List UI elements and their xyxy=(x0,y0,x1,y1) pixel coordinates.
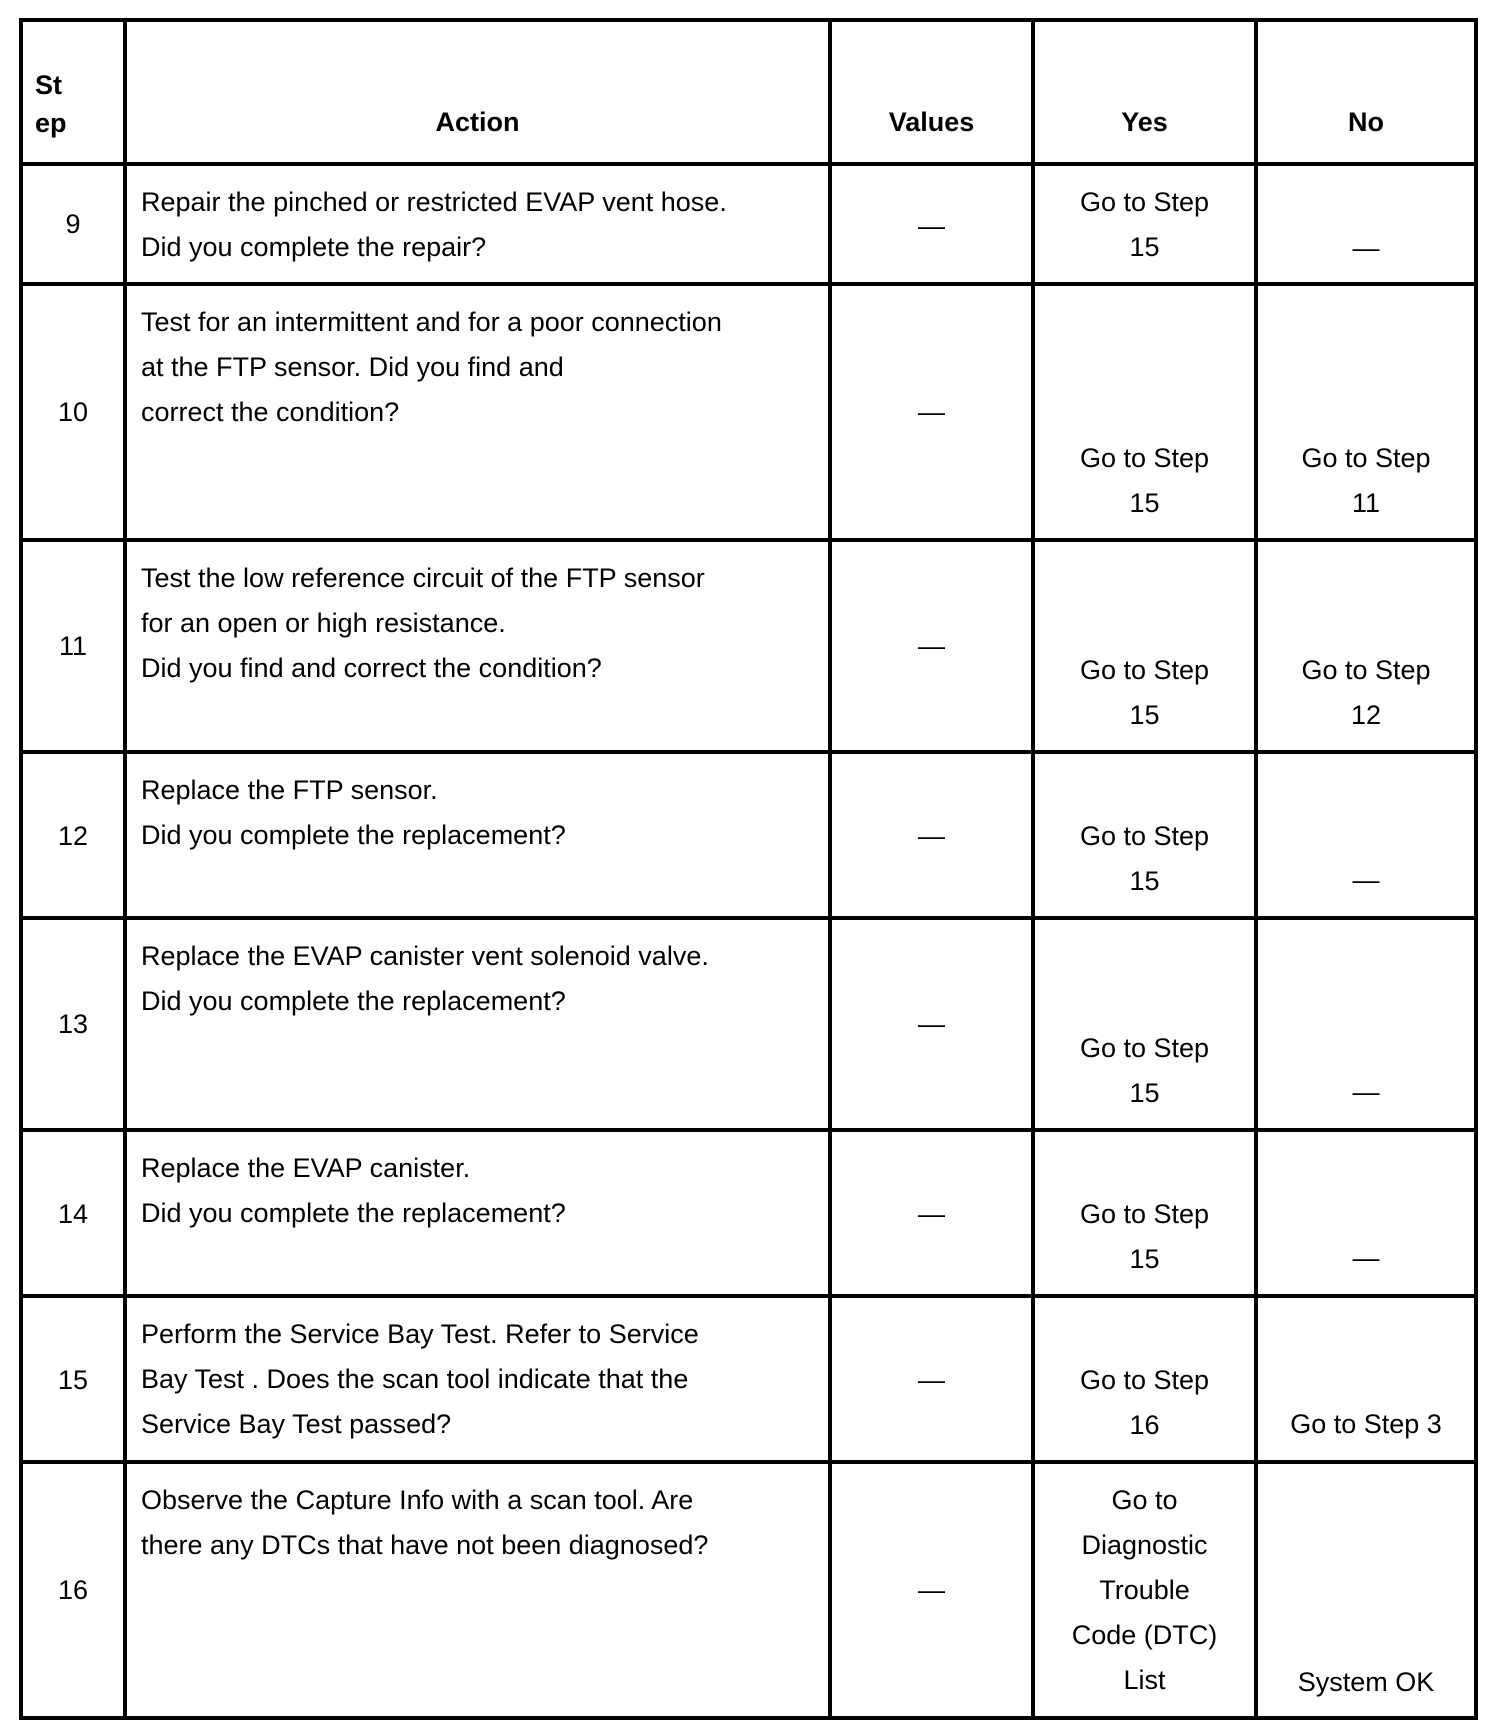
action-cell xyxy=(123,542,828,750)
yes-cell xyxy=(1031,1464,1254,1716)
yes-text: Go to Step 15 xyxy=(1079,821,1210,896)
no-cell xyxy=(1254,542,1478,750)
action-text: Replace the EVAP canister vent solenoid valve. Did you complete the replacement? xyxy=(141,941,709,1016)
values-text: — xyxy=(918,1365,945,1395)
action-cell xyxy=(123,286,828,538)
action-text: Observe the Capture Info with a scan tool. Are there any DTCs that have not been diagnosed? xyxy=(141,1485,709,1560)
values-cell xyxy=(828,1464,1031,1716)
values-text: — xyxy=(918,211,945,241)
table-row xyxy=(19,1298,1478,1464)
header-step-cell xyxy=(19,22,123,162)
step-cell xyxy=(19,166,123,282)
no-text: — xyxy=(1352,1243,1380,1273)
no-text: Go to Step 12 xyxy=(1301,655,1431,730)
action-cell xyxy=(123,1464,828,1716)
header-action-cell xyxy=(123,22,828,162)
no-cell xyxy=(1254,754,1478,916)
yes-text: Go to Step 15 xyxy=(1079,1199,1210,1274)
values-text: — xyxy=(918,397,945,427)
step-number: 14 xyxy=(57,1199,89,1229)
step-cell xyxy=(19,920,123,1128)
action-cell xyxy=(123,1298,828,1460)
action-text: Perform the Service Bay Test. Refer to Service Bay Test . Does the scan tool indicate that the Service Bay Test passed? xyxy=(141,1319,699,1439)
table-row xyxy=(19,920,1478,1132)
values-text: — xyxy=(918,821,945,851)
action-text: Repair the pinched or restricted EVAP vent hose. Did you complete the repair? xyxy=(141,187,727,262)
yes-cell xyxy=(1031,166,1254,282)
header-step: St ep xyxy=(35,70,67,138)
step-number: 11 xyxy=(58,631,88,661)
step-number: 10 xyxy=(57,397,89,427)
action-text: Test for an intermittent and for a poor connection at the FTP sensor. Did you find and correct the condition? xyxy=(141,307,722,427)
yes-cell xyxy=(1031,286,1254,538)
values-cell xyxy=(828,542,1031,750)
action-cell xyxy=(123,1132,828,1294)
step-cell xyxy=(19,286,123,538)
action-text: Replace the EVAP canister. Did you complete the replacement? xyxy=(141,1153,566,1228)
values-cell xyxy=(828,166,1031,282)
step-number: 13 xyxy=(57,1009,89,1039)
values-text: — xyxy=(918,631,945,661)
yes-text: Go to Step 15 xyxy=(1079,443,1210,518)
action-cell xyxy=(123,754,828,916)
values-cell xyxy=(828,286,1031,538)
header-values: Values xyxy=(888,107,975,137)
header-no: No xyxy=(1348,107,1384,137)
table-row xyxy=(19,166,1478,286)
no-cell xyxy=(1254,1132,1478,1294)
no-text: — xyxy=(1352,233,1380,263)
header-no-cell xyxy=(1254,22,1478,162)
values-cell xyxy=(828,754,1031,916)
no-text: Go to Step 11 xyxy=(1301,443,1431,518)
step-number: 15 xyxy=(57,1365,89,1395)
step-number: 9 xyxy=(65,209,81,239)
step-cell xyxy=(19,1132,123,1294)
values-text: — xyxy=(918,1199,945,1229)
yes-cell xyxy=(1031,754,1254,916)
no-cell xyxy=(1254,920,1478,1128)
values-cell xyxy=(828,920,1031,1128)
values-cell xyxy=(828,1298,1031,1460)
step-number: 12 xyxy=(57,821,89,851)
yes-text: Go to Step 15 xyxy=(1079,1033,1210,1108)
action-text: Replace the FTP sensor. Did you complete the replacement? xyxy=(141,775,566,850)
values-text: — xyxy=(918,1575,945,1605)
yes-text: Go to Step 15 xyxy=(1079,655,1210,730)
table-row xyxy=(19,542,1478,754)
yes-cell xyxy=(1031,542,1254,750)
no-text: — xyxy=(1352,865,1380,895)
action-cell xyxy=(123,920,828,1128)
table-row xyxy=(19,286,1478,542)
step-number: 16 xyxy=(57,1575,89,1605)
diagnostic-table xyxy=(19,18,1478,1720)
yes-text: Go to Diagnostic Trouble Code (DTC) List xyxy=(1071,1485,1218,1695)
table-row xyxy=(19,754,1478,920)
yes-cell xyxy=(1031,920,1254,1128)
header-yes-cell xyxy=(1031,22,1254,162)
yes-cell xyxy=(1031,1132,1254,1294)
values-text: — xyxy=(918,1009,945,1039)
action-cell xyxy=(123,166,828,282)
no-cell xyxy=(1254,286,1478,538)
yes-text: Go to Step 16 xyxy=(1079,1365,1210,1440)
no-text: Go to Step 3 xyxy=(1290,1409,1442,1439)
step-cell xyxy=(19,1464,123,1716)
header-action: Action xyxy=(435,107,520,137)
no-text: System OK xyxy=(1297,1667,1435,1697)
yes-cell xyxy=(1031,1298,1254,1460)
table-row xyxy=(19,1464,1478,1720)
no-cell xyxy=(1254,1298,1478,1460)
values-cell xyxy=(828,1132,1031,1294)
no-text: — xyxy=(1352,1077,1380,1107)
action-text: Test the low reference circuit of the FTP sensor for an open or high resistance. Did you find and correct the condition? xyxy=(141,563,705,683)
no-cell xyxy=(1254,166,1478,282)
yes-text: Go to Step 15 xyxy=(1079,187,1210,262)
step-cell xyxy=(19,754,123,916)
no-cell xyxy=(1254,1464,1478,1716)
table-header-row xyxy=(19,18,1478,166)
step-cell xyxy=(19,1298,123,1460)
header-yes: Yes xyxy=(1121,107,1168,137)
table-row xyxy=(19,1132,1478,1298)
step-cell xyxy=(19,542,123,750)
header-values-cell xyxy=(828,22,1031,162)
